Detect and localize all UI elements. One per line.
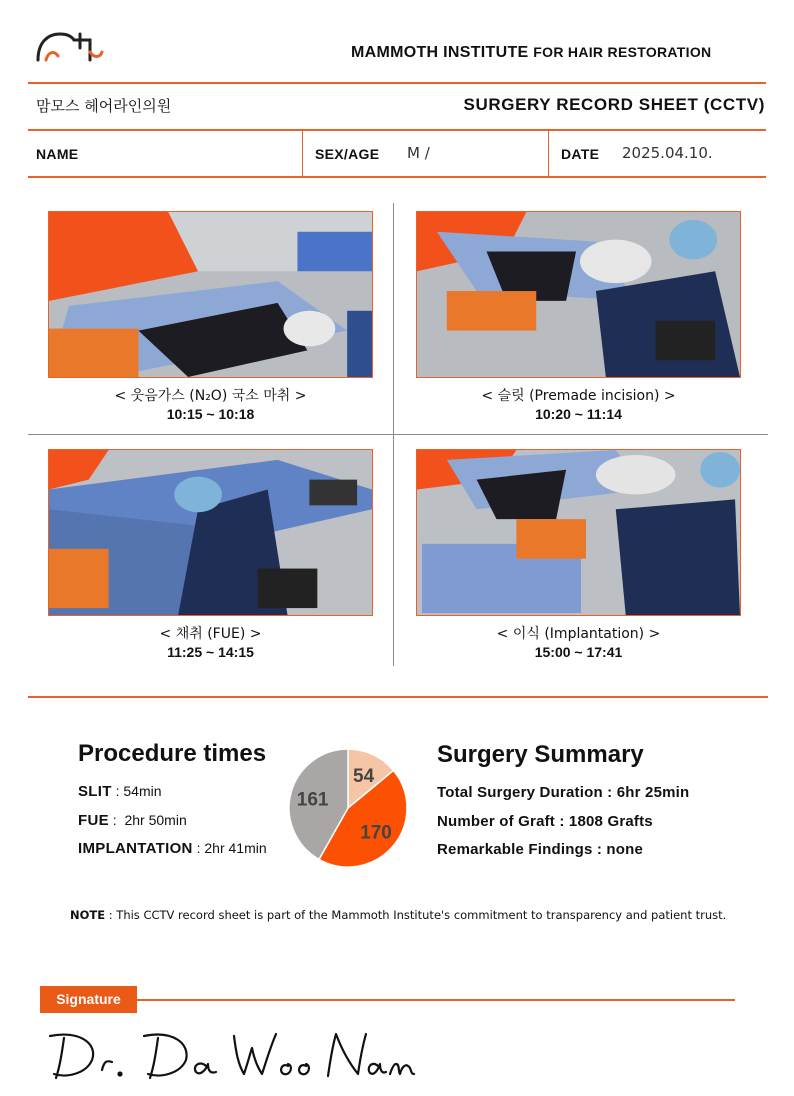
procedure-item: [78, 840, 267, 857]
note-label: NOTE: [70, 908, 106, 922]
procedure-label: SLIT: [78, 783, 112, 800]
photo-anesthesia: [48, 211, 373, 378]
photo-implantation: [416, 449, 741, 616]
procedure-item: [78, 783, 162, 800]
caption-title: < 웃음가스 (N₂O) 국소 마취 >: [114, 388, 307, 404]
cell-separator: [548, 130, 549, 176]
summary-duration: Total Surgery Duration : 6hr 25min: [437, 784, 690, 801]
divider-patient: [28, 176, 766, 178]
mammoth-logo-icon: [34, 28, 106, 64]
grid-horizontal-divider: [28, 434, 768, 435]
caption-time: 10:15 ~ 10:18: [166, 406, 255, 422]
pie-label-implantation: 161: [296, 789, 329, 811]
procedure-item: [78, 812, 187, 829]
divider-top: [28, 82, 766, 84]
cell-separator: [302, 130, 303, 176]
clinic-name: 맘모스 헤어라인의원: [36, 97, 172, 115]
caption-title: < 채취 (FUE) >: [159, 626, 262, 642]
note: [70, 908, 726, 922]
procedure-sep: :: [111, 783, 124, 799]
note-text: : This CCTV record sheet is part of the Mammoth Institute's commitment to transparency and patient trust.: [105, 908, 727, 922]
date-value: 2025.04.10.: [622, 144, 713, 162]
divider-header: [28, 129, 766, 131]
pie-label-slit: 54: [353, 765, 375, 787]
caption-time: 10:20 ~ 11:14: [535, 406, 622, 422]
divider-photos: [28, 696, 768, 698]
procedure-value: 2hr 50min: [124, 812, 187, 828]
signature-handwriting: [40, 1022, 420, 1084]
procedure-label: IMPLANTATION: [78, 840, 193, 857]
procedure-heading: Procedure times: [78, 740, 267, 767]
photo-caption: [48, 387, 373, 423]
photo-caption: [416, 387, 741, 423]
summary-grafts: Number of Graft : 1808 Grafts: [437, 813, 653, 830]
caption-title: < 슬릿 (Premade incision) >: [481, 388, 676, 404]
caption-time: 11:25 ~ 14:15: [167, 644, 254, 660]
procedure-sep: :: [108, 812, 125, 828]
photo-caption: [416, 625, 741, 661]
brand-main: MAMMOTH INSTITUTE: [351, 44, 529, 61]
procedure-value: 2hr 41min: [204, 840, 267, 856]
sheet-title: SURGERY RECORD SHEET (CCTV): [463, 95, 765, 114]
summary-heading: Surgery Summary: [437, 741, 644, 768]
summary-findings: Remarkable Findings : none: [437, 841, 644, 858]
photo-fue: [48, 449, 373, 616]
name-label: NAME: [36, 146, 79, 162]
procedure-label: FUE: [78, 812, 109, 829]
procedure-sep: :: [192, 840, 205, 856]
photo-caption: [48, 625, 373, 661]
brand-sub: FOR HAIR RESTORATION: [533, 44, 712, 60]
procedure-value: 54min: [123, 783, 162, 799]
sexage-label: SEX/AGE: [315, 146, 380, 162]
procedure-pie-chart: [286, 746, 410, 870]
date-label: DATE: [561, 146, 600, 162]
sexage-value: M /: [407, 144, 430, 162]
photo-slit: [416, 211, 741, 378]
caption-time: 15:00 ~ 17:41: [534, 644, 623, 660]
signature-tag: Signature: [40, 986, 137, 1013]
pie-label-fue: 170: [360, 822, 392, 844]
caption-title: < 이식 (Implantation) >: [496, 626, 661, 642]
signature-line: [137, 999, 735, 1001]
brand-title: [351, 44, 711, 62]
